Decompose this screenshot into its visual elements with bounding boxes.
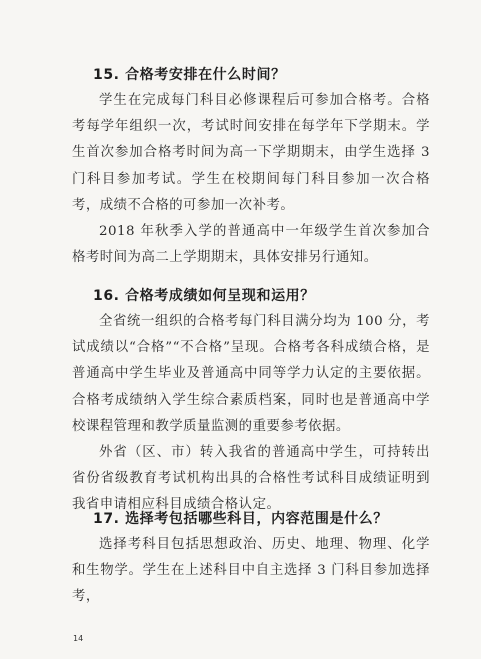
paragraph: 全省统一组织的合格考每门科目满分均为 100 分，考试成绩以“合格”“不合格”呈现。合格考各科成绩合格，是普通高中学生毕业及普通高中同等学力认定的主要依据。合格考成绩纳入学生综合素质档案，同时也是普通高中学校课程管理和教学质量监测的重要参考依据。: [72, 314, 430, 434]
paragraph: 外省（区、市）转入我省的普通高中学生，可持转出省份省级教育考试机构出具的合格性考试科目成绩证明到我省申请相应科目成绩合格认定。: [72, 445, 430, 513]
paragraph: 选择考科目包括思想政治、历史、地理、物理、化学和生物学。学生在上述科目中自主选择 3 门科目参加选择考，: [72, 537, 430, 605]
paragraph: 学生在完成每门科目必修课程后可参加合格考。合格考每学年组织一次，考试时间安排在每学年下学期末。学生首次参加合格考时间为高一下学期期末，由学生选择 3 门科目参加考试。学生在校期间每门科目参加一次合格考，成绩不合格的可参加一次补考。: [72, 93, 430, 213]
section-heading: 16. 合格考成绩如何呈现和运用？: [93, 288, 315, 304]
paragraph: 2018 年秋季入学的普通高中一年级学生首次参加合格考时间为高二上学期期末，具体安排另行通知。: [72, 224, 430, 266]
section-heading: 17. 选择考包括哪些科目，内容范围是什么？: [93, 511, 388, 527]
section-17: [72, 510, 430, 611]
section-15: [72, 66, 430, 271]
page-number: 14: [73, 634, 84, 643]
section-16: [72, 287, 430, 519]
section-heading: 15. 合格考安排在什么时间？: [93, 67, 286, 83]
